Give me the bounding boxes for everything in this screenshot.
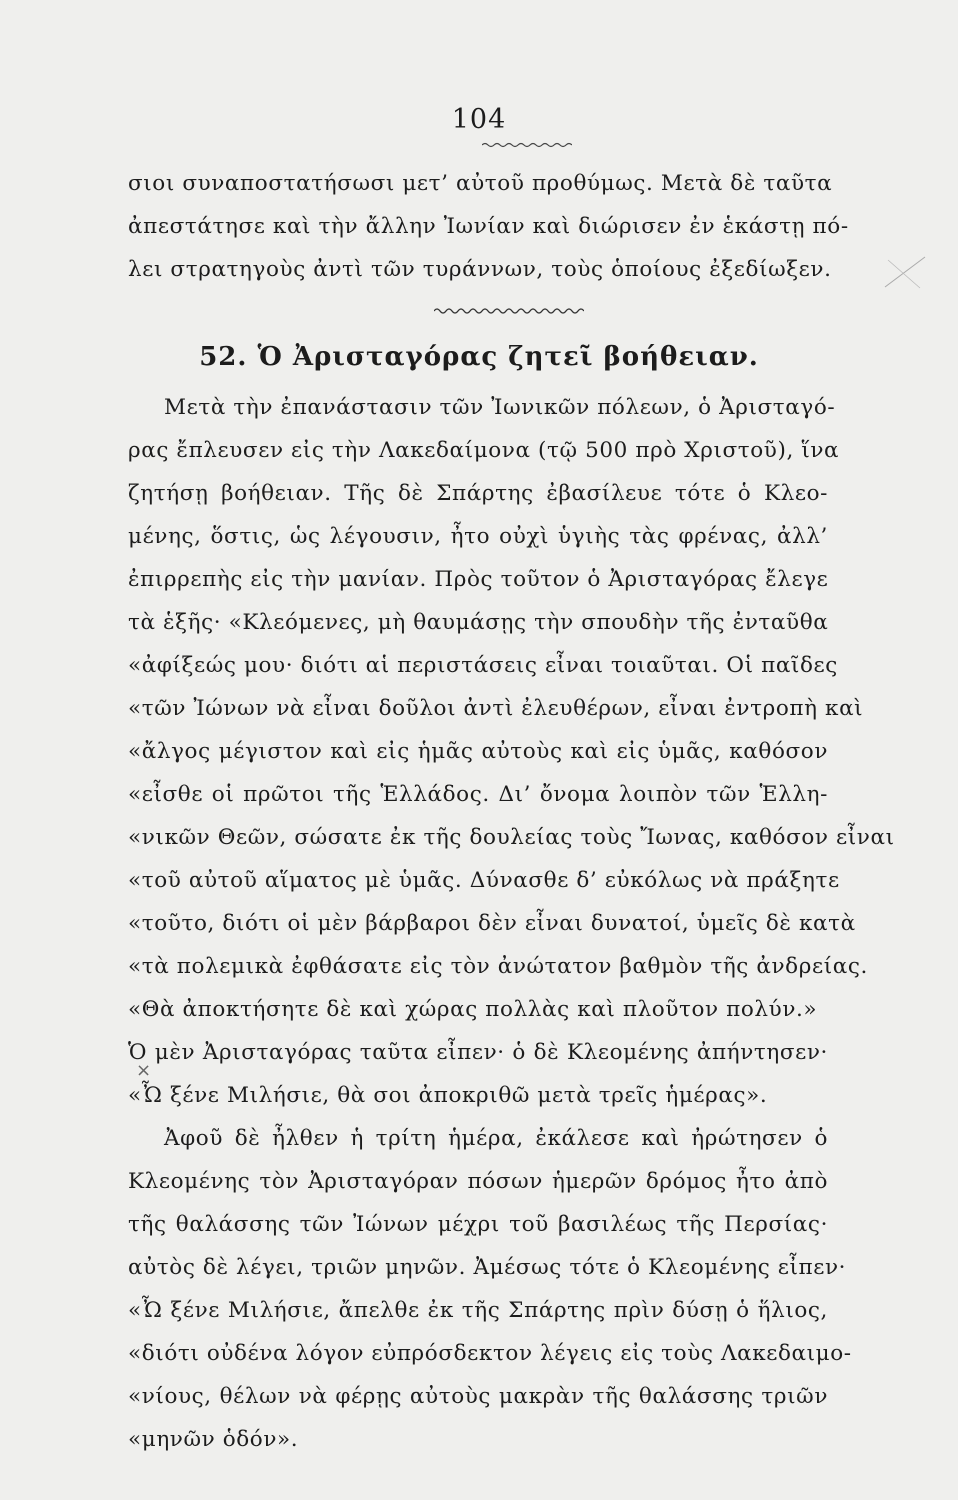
text-line: ρας ἔπλευσεν εἰς τὴν Λακεδαίμονα (τῷ 500 πρὸ Χριστοῦ), ἵνα <box>128 438 840 463</box>
text-line: «τοῦτο, διότι οἱ μὲν βάρβαροι δὲν εἶναι δυνατοί, ὑμεῖς δὲ κατὰ <box>128 911 856 936</box>
page-number-underline <box>482 142 572 148</box>
text-line: «ἀφίξεώς μου· διότι αἱ περιστάσεις εἶναι τοιαῦται. Οἱ παῖδες <box>128 653 838 678</box>
text-line: «τὰ πολεμικὰ ἐφθάσατε εἰς τὸν ἀνώτατον βαθμὸν τῆς ἀνδρείας. <box>128 954 868 979</box>
margin-mark: × <box>136 1060 152 1081</box>
page-number: 104 <box>451 104 507 135</box>
text-line: «εἶσθε οἱ πρῶτοι τῆς Ἑλλάδος. Δι’ ὄνομα λοιπὸν τῶν Ἑλλη- <box>128 782 828 807</box>
text-line: «μηνῶν ὁδόν». <box>128 1427 299 1452</box>
text-line: «νικῶν Θεῶν, σώσατε ἐκ τῆς δουλείας τοὺς Ἴωνας, καθόσον εἶναι <box>128 825 895 850</box>
text-line: λει στρατηγοὺς ἀντὶ τῶν τυράννων, τοὺς ὁποίους ἐξεδίωξεν. <box>128 257 832 282</box>
text-line: «τῶν Ἰώνων νὰ εἶναι δοῦλοι ἀντὶ ἐλευθέρων, εἶναι ἐντροπὴ καὶ <box>128 696 864 721</box>
text-line: ἐπιρρεπὴς εἰς τὴν μανίαν. Πρὸς τοῦτον ὁ Ἀρισταγόρας ἔλεγε <box>128 567 829 592</box>
text-line: «ἄλγος μέγιστον καὶ εἰς ἡμᾶς αὐτοὺς καὶ εἰς ὑμᾶς, καθόσον <box>128 739 828 764</box>
text-line: Ὁ μὲν Ἀρισταγόρας ταῦτα εἶπεν· ὁ δὲ Κλεομένης ἀπήντησεν· <box>128 1040 828 1065</box>
text-line: Μετὰ τὴν ἐπανάστασιν τῶν Ἰωνικῶν πόλεων, ὁ Ἀρισταγό- <box>164 395 836 420</box>
text-line: «Ὦ ξένε Μιλήσιε, θὰ σοι ἀποκριθῶ μετὰ τρεῖς ἡμέρας». <box>128 1083 768 1108</box>
text-line: τὰ ἑξῆς· «Κλεόμενες, μὴ θαυμάσῃς τὴν σπουδὴν τῆς ἐνταῦθα <box>128 610 829 635</box>
text-line: τῆς θαλάσσης τῶν Ἰώνων μέχρι τοῦ βασιλέως τῆς Περσίας· <box>128 1212 828 1237</box>
text-line: «τοῦ αὐτοῦ αἵματος μὲ ὑμᾶς. Δύνασθε δ’ εὐκόλως νὰ πράξητε <box>128 868 840 893</box>
text-line: «διότι οὐδένα λόγον εὐπρόσδεκτον λέγεις εἰς τοὺς Λακεδαιμο- <box>128 1341 852 1366</box>
section-divider <box>434 306 584 316</box>
text-line: Ἀφοῦ δὲ ἦλθεν ἡ τρίτη ἡμέρα, ἐκάλεσε καὶ ἠρώτησεν ὁ <box>164 1126 828 1151</box>
text-line: «νίους, θέλων νὰ φέρῃς αὐτοὺς μακρὰν τῆς θαλάσσης τριῶν <box>128 1384 828 1409</box>
section-heading: 52. Ὁ Ἀρισταγόρας ζητεῖ βοήθειαν. <box>199 342 759 372</box>
text-line: μένης, ὅστις, ὡς λέγουσιν, ἦτο οὐχὶ ὑγιὴς τὰς φρένας, ἀλλ’ <box>128 524 828 549</box>
intro-paragraph <box>128 162 849 291</box>
text-line: «Θὰ ἀποκτήσητε δὲ καὶ χώρας πολλὰς καὶ πλοῦτον πολύν.» <box>128 997 818 1022</box>
text-line: Κλεομένης τὸν Ἀρισταγόραν πόσων ἡμερῶν δρόμος ἦτο ἀπὸ <box>128 1169 828 1194</box>
text-line: σιοι συναποστατήσωσι μετ’ αὐτοῦ προθύμως. Μετὰ δὲ ταῦτα <box>128 171 833 196</box>
text-line: ἀπεστάτησε καὶ τὴν ἄλλην Ἰωνίαν καὶ διώρισεν ἐν ἑκάστῃ πό- <box>128 214 849 239</box>
body-paragraph <box>128 386 895 1461</box>
pencil-mark <box>880 252 930 292</box>
text-line: ζητήσῃ βοήθειαν. Τῆς δὲ Σπάρτης ἐβασίλευε τότε ὁ Κλεο- <box>128 481 828 506</box>
text-line: αὐτὸς δὲ λέγει, τριῶν μηνῶν. Ἀμέσως τότε ὁ Κλεομένης εἶπεν· <box>128 1255 847 1280</box>
text-line: «Ὦ ξένε Μιλήσιε, ἄπελθε ἐκ τῆς Σπάρτης πρὶν δύσῃ ὁ ἥλιος, <box>128 1298 828 1323</box>
